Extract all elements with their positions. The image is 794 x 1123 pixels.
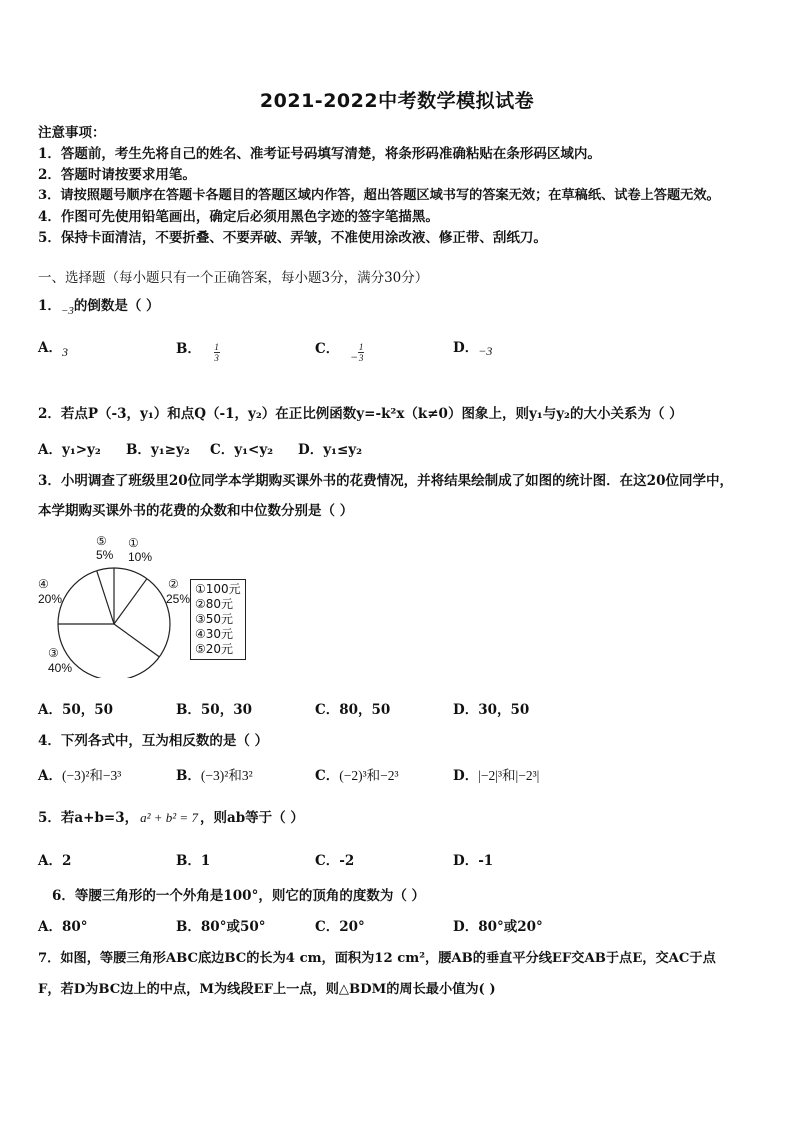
question-6: 6．等腰三角形的一个外角是100°，则它的顶角的度数为（ ） [52, 888, 426, 904]
fraction [214, 342, 220, 363]
q1-option-a[interactable] [38, 336, 68, 360]
option-label: A． [38, 768, 62, 784]
slice-marker-3: ③ [48, 646, 59, 660]
q2-option-b[interactable]: B．y₁≥y₂ [126, 442, 190, 458]
slice-marker-2: ② [168, 577, 179, 591]
q5-formula: a² + b² = 7 [140, 810, 198, 825]
q1-option-d[interactable] [453, 336, 492, 359]
q1-expression: −3 [60, 305, 74, 317]
slice-label-2: 25% [166, 592, 191, 606]
q1-option-c[interactable] [315, 336, 364, 365]
q5-option-c[interactable]: C．-2 [315, 853, 355, 869]
option-expression: |−2|³和|−2³| [478, 768, 540, 783]
fraction-denominator: 3 [214, 353, 219, 363]
q5-option-b[interactable]: B．1 [176, 853, 211, 869]
section-heading: 一、选择题（每小题只有一个正确答案，每小题3分，满分30分） [38, 270, 429, 286]
question-2: 2．若点P（-3，y₁）和点Q（-1，y₂）在正比例函数y=-k²x（k≠0）图象上，则y₁与y₂的大小关系为（ ） [38, 406, 683, 422]
q6-option-c[interactable]: C．20° [315, 919, 365, 935]
q4-option-b[interactable] [176, 764, 253, 784]
q5-option-d[interactable]: D．-1 [453, 853, 494, 869]
slice-label-1: 10% [128, 550, 153, 564]
q5-stem-start: 5．若a+b=3， [38, 810, 139, 826]
q2-option-d[interactable]: D．y₁≤y₂ [298, 442, 363, 458]
question-3-line2: 本学期购买课外书的花费的众数和中位数分别是（ ） [38, 503, 354, 519]
q2-option-c[interactable]: C．y₁<y₂ [210, 442, 274, 458]
fraction [358, 342, 364, 363]
legend-item: ④30元 [195, 627, 234, 641]
chart-legend [190, 579, 246, 660]
q3-option-d[interactable]: D．30，50 [453, 702, 530, 718]
option-value: −3 [478, 344, 493, 358]
option-label: D． [453, 768, 479, 784]
question-7-line2: F，若D为BC边上的中点，M为线段EF上一点，则△BDM的周长最小值为( ) [38, 982, 496, 997]
option-expression: (−2)³和−2³ [339, 768, 399, 783]
notice-item: 3．请按照题号顺序在答题卡各题目的答题区域内作答，超出答题区域书写的答案无效；在草稿纸、试卷上答题无效。 [38, 188, 720, 203]
legend-item: ⑤20元 [195, 642, 234, 656]
option-label: C． [315, 341, 340, 357]
q6-option-a[interactable]: A．80° [38, 919, 88, 935]
question-3-line1: 3．小明调查了班级里20位同学本学期购买课外书的花费情况，并将结果绘制成了如图的统计图．在这20位同学中， [38, 473, 733, 489]
q4-option-d[interactable] [453, 764, 539, 784]
question-5 [38, 806, 304, 826]
legend-item: ③50元 [195, 612, 234, 626]
question-1 [38, 294, 160, 317]
option-value: 3 [61, 345, 68, 359]
notice-item: 4．作图可先使用铅笔画出，确定后必须用黑色字迹的签字笔描黑。 [38, 209, 439, 225]
question-4: 4．下列各式中，互为相反数的是（ ） [38, 733, 269, 749]
slice-label-5: 5% [96, 548, 114, 562]
q3-option-a[interactable]: A．50，50 [38, 702, 114, 718]
slice-label-3: 40% [48, 661, 73, 675]
question-7-line1: 7．如图，等腰三角形ABC底边BC的长为4 cm，面积为12 cm²，腰AB的垂直平分线EF交AB于点E，交AC于点 [38, 951, 716, 966]
fraction-numerator: 1 [214, 342, 219, 352]
fraction-denominator: 3 [358, 353, 364, 363]
legend-item: ①100元 [195, 582, 241, 596]
slice-label-4: 20% [38, 592, 63, 606]
notice-heading: 注意事项： [38, 125, 106, 141]
q5-stem-end: ，则ab等于（ ） [199, 810, 304, 826]
q5-option-a[interactable]: A．2 [38, 853, 72, 869]
q1-stem: 的倒数是（ ） [73, 298, 160, 314]
notice-item: 1．答题前，考生先将自己的姓名、准考证号码填写清楚，将条形码准确粘贴在条形码区域内。 [38, 146, 601, 162]
q6-option-b[interactable]: B．80°或50° [176, 919, 266, 935]
option-label: C． [315, 768, 340, 784]
option-expression: (−3)²和−3³ [61, 768, 122, 783]
option-expression: (−3)²和3² [200, 768, 253, 783]
notice-item: 2．答题时请按要求用笔。 [38, 167, 196, 183]
option-label: B． [176, 768, 201, 784]
q4-option-c[interactable] [315, 764, 399, 784]
slice-marker-5: ⑤ [96, 534, 107, 548]
q3-option-b[interactable]: B．50，30 [176, 702, 252, 718]
option-label: B． [176, 341, 201, 357]
fraction-numerator: 1 [358, 342, 364, 352]
q3-option-c[interactable]: C．80，50 [315, 702, 391, 718]
q1-number: 1． [38, 298, 61, 314]
option-label: D． [453, 340, 479, 356]
q1-option-b[interactable] [176, 336, 220, 363]
option-sign: − [349, 350, 359, 364]
legend-item: ②80元 [195, 597, 234, 611]
slice-marker-4: ④ [38, 577, 49, 591]
q4-option-a[interactable] [38, 764, 121, 784]
notice-item: 5．保持卡面清洁，不要折叠、不要弄破、弄皱，不准使用涂改液、修正带、刮纸刀。 [38, 230, 547, 246]
q6-option-d[interactable]: D．80°或20° [453, 919, 543, 935]
option-label: A． [38, 340, 62, 356]
slice-marker-1: ① [128, 536, 139, 550]
q2-option-a[interactable]: A．y₁>y₂ [38, 442, 101, 458]
page-title: 2021-2022中考数学模拟试卷 [259, 90, 535, 112]
